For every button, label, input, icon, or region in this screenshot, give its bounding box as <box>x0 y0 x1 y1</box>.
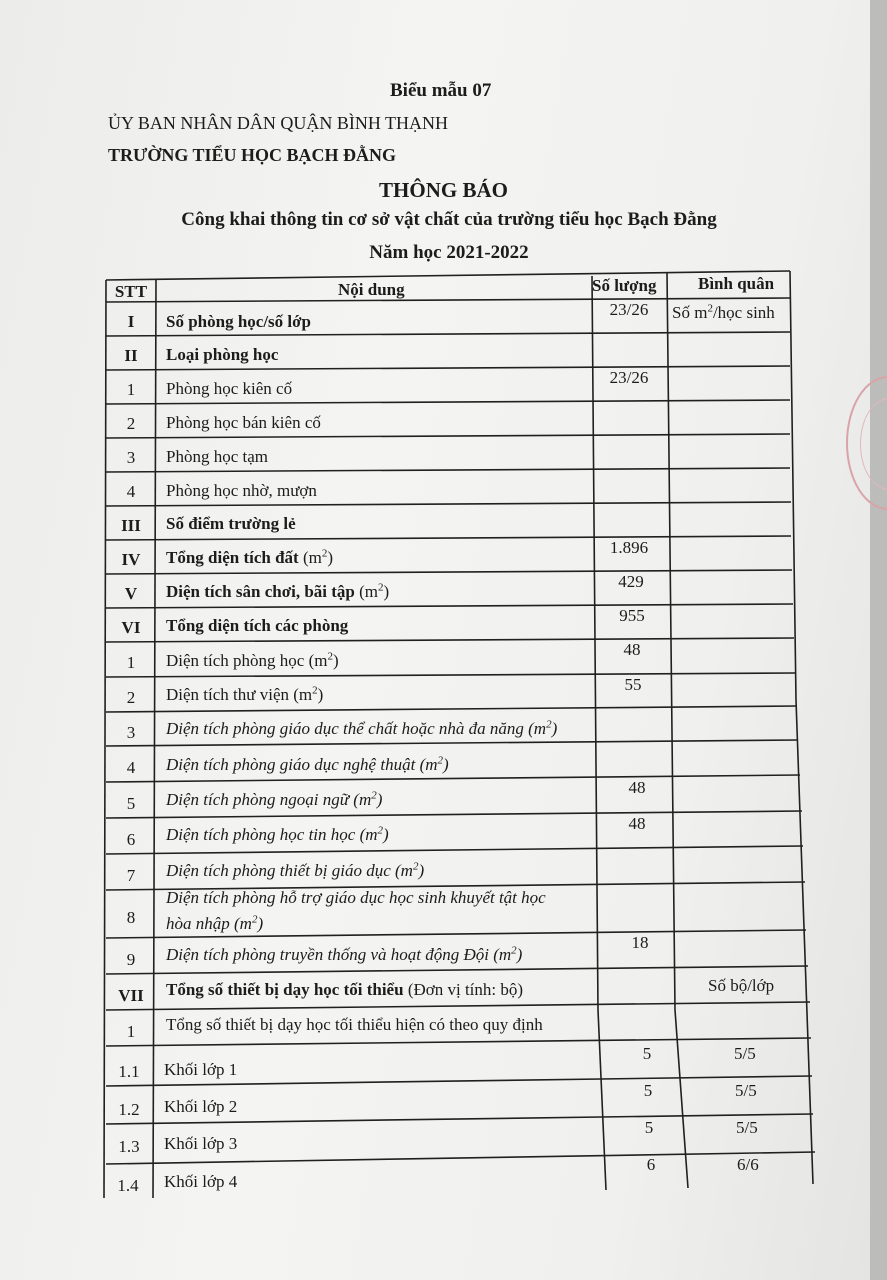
table-row-content: Tổng diện tích các phòng <box>166 616 349 635</box>
table-row-stt: 1.3 <box>118 1137 140 1156</box>
table-row-content: Phòng học bán kiên cố <box>166 413 321 432</box>
document-subtitle: Công khai thông tin cơ sở vật chất của trường tiểu học Bạch Đằng <box>181 209 717 230</box>
table-row-stt: I <box>127 312 135 331</box>
table-row-content: Phòng học tạm <box>166 447 268 466</box>
table-row-stt: 1 <box>126 380 136 399</box>
table-row-quantity: 5 <box>644 1118 654 1137</box>
table-row-stt: 1.4 <box>117 1176 139 1195</box>
column-header-average: Bình quân <box>698 274 775 293</box>
column-header-content: Nội dung <box>338 280 405 299</box>
table-row-content: Tổng số thiết bị dạy học tối thiểu (Đơn vị tính: bộ) <box>166 980 524 999</box>
table-row-quantity: 55 <box>624 675 642 694</box>
table-row-average: 5/5 <box>734 1044 756 1063</box>
column-header-quantity: Số lượng <box>592 276 657 295</box>
table-row-content: Khối lớp 4 <box>164 1172 238 1191</box>
table-row-quantity: 429 <box>618 572 644 591</box>
form-number: Biểu mẫu 07 <box>390 80 492 101</box>
table-row-quantity: 23/26 <box>609 300 649 319</box>
table-row-content: Diện tích phòng ngoại ngữ $(m^2)$ <box>166 789 383 809</box>
table-row-stt: 6 <box>126 830 136 849</box>
table-row-stt: 5 <box>126 794 136 813</box>
table-row-quantity: 955 <box>619 606 645 625</box>
table-row-quantity: 6 <box>646 1155 656 1174</box>
school-year: Năm học 2021-2022 <box>369 242 529 263</box>
table-row-content: Diện tích phòng học tin học $(m^2)$ <box>166 824 389 844</box>
table-row-content-continued: hòa nhập $(m^2)$ <box>166 913 264 933</box>
table-row-stt: 1.1 <box>118 1062 140 1081</box>
table-row-content: Khối lớp 3 <box>164 1134 238 1153</box>
table-row-content: Khối lớp 2 <box>164 1097 238 1116</box>
table-row-content: Số điểm trường lẻ <box>166 514 296 533</box>
document-title: THÔNG BÁO <box>379 178 508 202</box>
table-row-stt: 3 <box>126 723 136 742</box>
table-row-content: Tổng diện tích đất $(m^2)$ <box>166 547 334 567</box>
table-row-average: 6/6 <box>737 1155 759 1174</box>
table-row-content: Loại phòng học <box>166 345 279 364</box>
table-row-content: Diện tích phòng giáo dục thể chất hoặc nhà đa năng $(m^2)$ <box>166 718 558 738</box>
table-row-content: Phòng học nhờ, mượn <box>166 481 317 500</box>
table-row-stt: 2 <box>126 688 136 707</box>
table-row-content: Diện tích phòng hỗ trợ giáo dục học sinh khuyết tật học <box>166 888 546 907</box>
table-row-stt: 2 <box>126 414 136 433</box>
table-row-quantity: 18 <box>631 933 649 952</box>
organization-name: ỦY BAN NHÂN DÂN QUẬN BÌNH THẠNH <box>108 113 448 133</box>
table-row-stt: 4 <box>126 758 136 777</box>
table-row-stt: 3 <box>126 448 136 467</box>
table-row-stt: 8 <box>126 908 136 927</box>
table-row-quantity: 48 <box>628 778 646 797</box>
table-row-quantity: 48 <box>623 640 641 659</box>
table-row-content: Diện tích phòng giáo dục nghệ thuật $(m^2)$ <box>166 754 449 774</box>
school-name: TRƯỜNG TIỂU HỌC BẠCH ĐẰNG <box>108 145 397 165</box>
table-row-stt: VII <box>118 986 144 1005</box>
table-row-content: Tổng số thiết bị dạy học tối thiểu hiện có theo quy định <box>166 1015 543 1034</box>
table-row-content: Diện tích thư viện $(m^2)$ <box>166 684 324 704</box>
table-row-content: Diện tích sân chơi, bãi tập $(m^2)$ <box>166 581 390 601</box>
table-row-quantity: 1.896 <box>609 538 649 557</box>
table-row-stt: 1.2 <box>118 1100 140 1119</box>
table-row-content: Số phòng học/số lớp <box>166 312 311 331</box>
table-row-quantity: 5 <box>643 1081 653 1100</box>
table-row-content: Diện tích phòng truyền thống và hoạt động Đội $(m^2)$ <box>166 944 523 964</box>
table-row-stt: V <box>124 584 138 603</box>
table-row-content: Phòng học kiên cố <box>166 379 293 398</box>
table-row-stt: 1 <box>126 653 136 672</box>
table-row-content: Diện tích phòng học $(m^2)$ <box>166 650 339 670</box>
table-row-content: Diện tích phòng thiết bị giáo dục $(m^2)$ <box>166 860 425 880</box>
table-row-content: Khối lớp 1 <box>164 1060 238 1079</box>
table-row-stt: II <box>124 346 138 365</box>
table-row-quantity: 5 <box>642 1044 652 1063</box>
table-row-quantity: 48 <box>628 814 646 833</box>
table-row-average: Số $m^2$/học sinh <box>672 302 775 322</box>
table-row-quantity: 23/26 <box>609 368 649 387</box>
table-row-stt: 1 <box>126 1022 136 1041</box>
table-row-stt: VI <box>121 618 141 637</box>
table-row-stt: 7 <box>126 866 136 885</box>
table-row-stt: 4 <box>126 482 136 501</box>
table-row-average: 5/5 <box>735 1081 757 1100</box>
column-header-stt: STT <box>114 282 148 301</box>
table-row-stt: III <box>121 516 141 535</box>
table-row-average: 5/5 <box>736 1118 758 1137</box>
table-row-stt: IV <box>121 550 141 569</box>
table-row-average: Số bộ/lớp <box>708 976 775 995</box>
table-row-stt: 9 <box>126 950 136 969</box>
